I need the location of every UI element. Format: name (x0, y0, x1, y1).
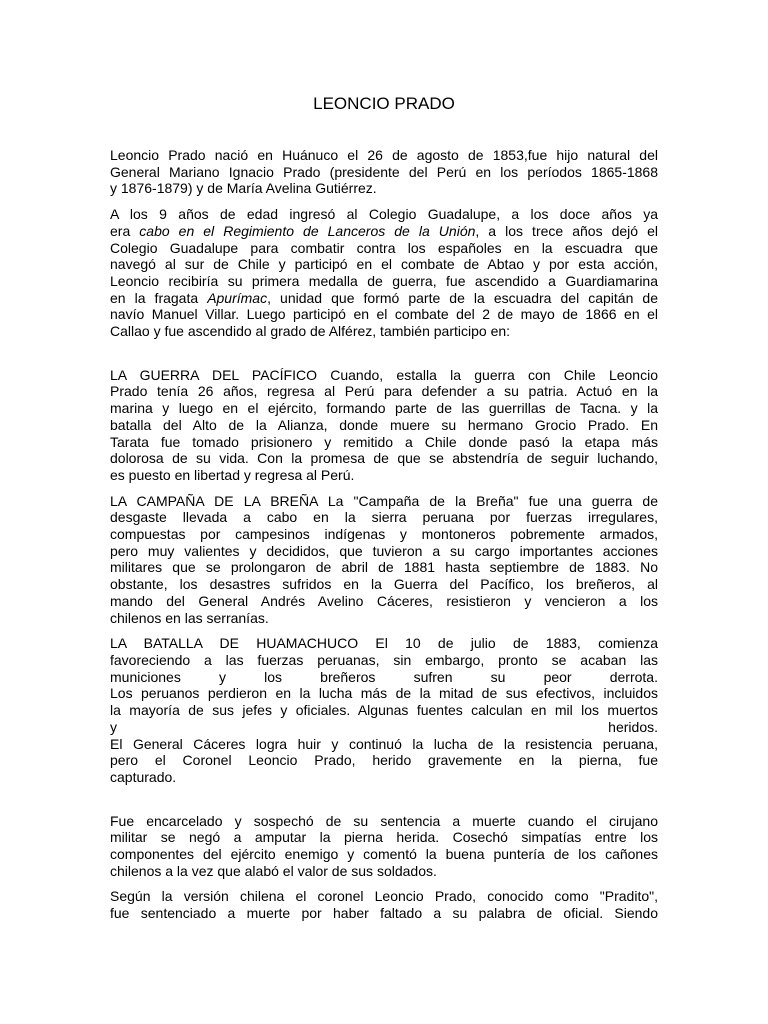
text-line: la mayoría de sus jefes y oficiales. Algunas fuentes calculan en mil los muertos (110, 702, 658, 719)
italic-phrase: cabo en el Regimiento de Lanceros de la Unión (139, 222, 476, 239)
text-line: Tarata fue tomado prisionero y remitido a Chile donde pasó la etapa más (110, 433, 658, 450)
text-line: navío Manuel Villar. Luego participó en el combate del 2 de mayo de 1866 en el (110, 306, 658, 323)
text-line: Prado tenía 26 años, regresa al Perú para defender a su patria. Actuó en la (110, 383, 658, 400)
text-line: LA CAMPAÑA DE LA BREÑA La "Campaña de la Breña" fue una guerra de (110, 492, 658, 509)
text-line: desgaste llevada a cabo en la sierra peruana por fuerzas irregulares, (110, 509, 658, 526)
text-line: chilenos a la vez que alabó el valor de sus soldados. (110, 862, 437, 879)
text-line: obstante, los desastres sufridos en la Guerra del Pacífico, los breñeros, al (110, 576, 658, 593)
text-line: Leoncio recibiría su primera medalla de guerra, fue ascendido a Guardiamarina (110, 272, 658, 289)
text-line: Fue encarcelado y sospechó de su sentencia a muerte cuando el cirujano (110, 812, 658, 829)
text-line: pero muy valientes y decididos, que tuvieron a su cargo importantes acciones (110, 542, 658, 559)
text-line: General Mariano Ignacio Prado (presidente del Perú en los períodos 1865-1868 (110, 163, 658, 180)
text-line: municiones y los breñeros sufren su peor derrota. (110, 668, 658, 685)
text-line: marina y luego en el ejército, formando parte de las guerrillas de Tacna. y la (110, 400, 658, 417)
text-line: militar se negó a amputar la pierna herida. Cosechó simpatías entre los (110, 829, 658, 846)
text-line: es puesto en libertad y regresa al Perú. (110, 466, 355, 483)
text-line: batalla del Alto de la Alianza, donde muere su hermano Grocio Prado. En (110, 416, 658, 433)
text-line: Leoncio Prado nació en Huánuco el 26 de agosto de 1853,fue hijo natural del (110, 147, 658, 163)
paragraph (110, 813, 658, 880)
text-line: dolorosa de su vida. Con la promesa de que se abstendría de seguir luchando, (110, 450, 658, 467)
text-line: militares que se prolongaron de abril de 1881 hasta septiembre de 1883. No (110, 559, 658, 576)
text-line: era cabo en el Regimiento de Lanceros de la Unión, a los trece años dejó el (110, 222, 658, 239)
text-line: Según la versión chilena el coronel Leoncio Prado, conocido como "Pradito", (110, 888, 658, 905)
text-line: y 1876-1879) y de María Avelina Gutiérrez. (110, 180, 377, 197)
text-line: LA BATALLA DE HUAMACHUCO El 10 de julio de 1883, comienza (110, 635, 658, 652)
paragraph (110, 888, 658, 921)
paragraph (110, 367, 658, 484)
text-line: en la fragata Apurímac, unidad que formó parte de la escuadra del capitán de (110, 289, 658, 306)
text-line: navegó al sur de Chile y participó en el combate de Abtao y por esta acción, (110, 256, 658, 273)
text-line: Colegio Guadalupe para combatir contra los españoles en la escuadra que (110, 239, 658, 256)
text-line: mando del General Andrés Avelino Cáceres, resistieron y vencieron a los (110, 592, 658, 609)
page-title: LEONCIO PRADO (313, 94, 455, 113)
paragraph (110, 147, 658, 197)
text-line: Callao y fue ascendido al grado de Alférez, también participo en: (110, 323, 511, 340)
document-body (110, 147, 658, 922)
text-line: favoreciendo a las fuerzas peruanas, sin embargo, pronto se acaban las (110, 651, 658, 668)
text-line: componentes del ejército enemigo y comentó la buena puntería de los cañones (110, 846, 658, 863)
text-line: pero el Coronel Leoncio Prado, herido gravemente en la pierna, fue (110, 752, 658, 769)
paragraph (110, 493, 658, 627)
text-line: y heridos. (110, 718, 658, 735)
text-line: Los peruanos perdieron en la lucha más de la mitad de sus efectivos, incluidos (110, 685, 658, 702)
text-line: compuestas por campesinos indígenas y montoneros pobremente armados, (110, 526, 658, 543)
paragraph (110, 635, 658, 785)
text-line: LA GUERRA DEL PACÍFICO Cuando, estalla la guerra con Chile Leoncio (110, 366, 658, 383)
paragraph (110, 206, 658, 340)
text-line: A los 9 años de edad ingresó al Colegio Guadalupe, a los doce años ya (110, 206, 658, 223)
italic-phrase: Apurímac (207, 289, 268, 306)
text-line: fue sentenciado a muerte por haber faltado a su palabra de oficial. Siendo (110, 905, 658, 922)
text-line: capturado. (110, 768, 177, 785)
text-line: chilenos en las serranías. (110, 609, 269, 626)
text-line: El General Cáceres logra huir y continuó la lucha de la resistencia peruana, (110, 735, 658, 752)
